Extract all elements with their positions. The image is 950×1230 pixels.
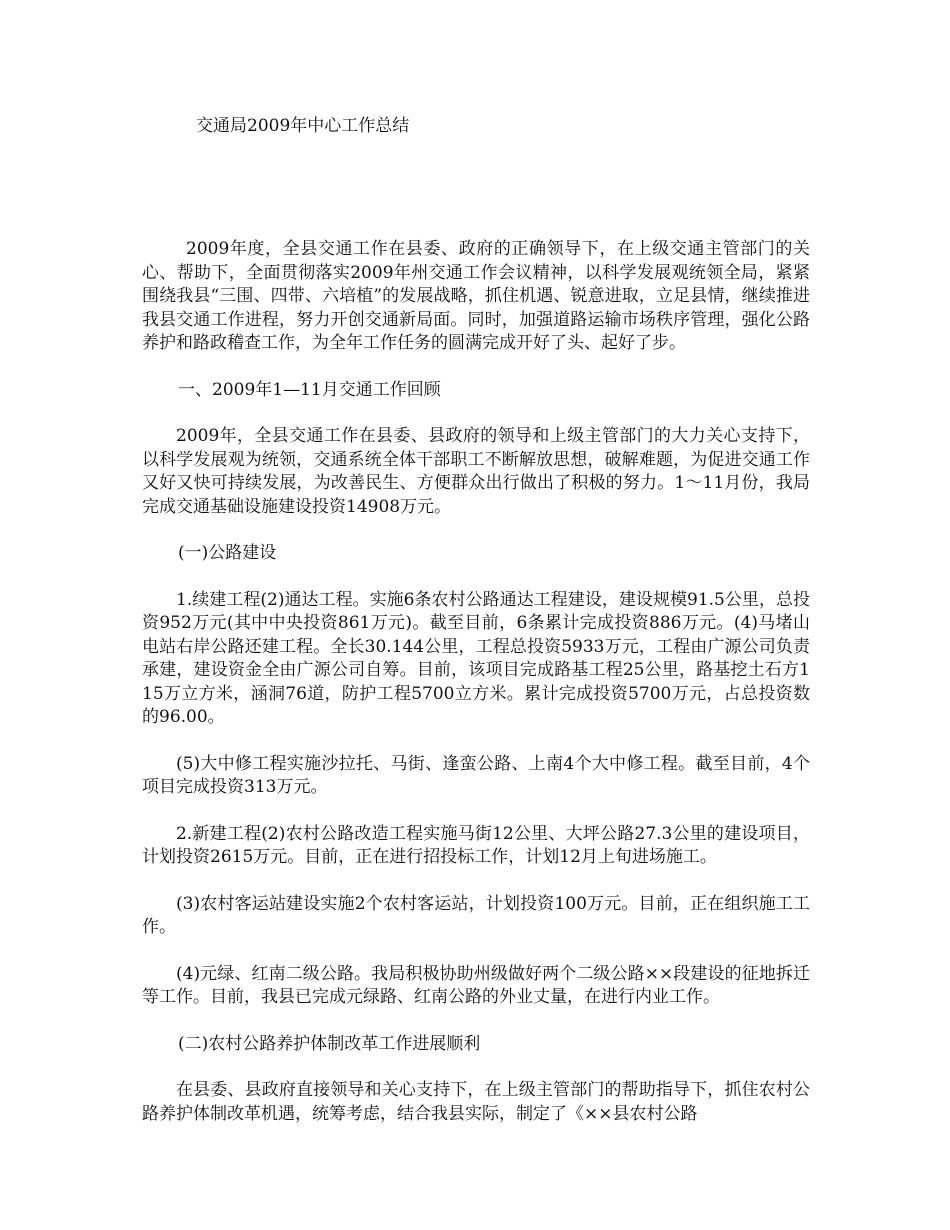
document-body [142,238,810,1149]
subsection-heading-road-construction: (一)公路建设 [178,543,277,563]
bus-station-paragraph: (3)农村客运站建设实施2个农村客运站，计划投资100万元。目前，正在组织施工工作。 [142,893,810,937]
document-title: 交通局2009年中心工作总结 [196,116,410,136]
maintenance-reform-paragraph: 在县委、县政府直接领导和关心支持下，在上级主管部门的帮助指导下，抓住农村公路养护体制改革机遇，统筹考虑，结合我县实际，制定了《××县农村公路 [142,1080,810,1124]
subsection-heading-maintenance-reform: (二)农村公路养护体制改革工作进展顺利 [178,1033,481,1054]
new-projects-paragraph: 2.新建工程(2)农村公路改造工程实施马街12公里、大坪公路27.3公里的建设项目，计划投资2615万元。目前，正在进行招投标工作，计划12月上旬进场施工。 [142,823,810,867]
secondary-road-paragraph: (4)元绿、红南二级公路。我局积极协助州级做好两个二级公路××段建设的征地拆迁等工作。目前，我县已完成元绿路、红南公路的外业丈量，在进行内业工作。 [142,963,810,1007]
major-repair-paragraph: (5)大中修工程实施沙拉托、马街、逢蛮公路、上南4个大中修工程。截至目前，4个项目完成投资313万元。 [142,753,810,797]
intro-paragraph: 2009年度，全县交通工作在县委、政府的正确领导下，在上级交通主管部门的关心、帮助下，全面贯彻落实2009年州交通工作会议精神，以科学发展观统领全局，紧紧围绕我县“三围、四带、六培植”的发展战略，抓住机遇、锐意进取，立足县情，继续推进我县交通工作进程，努力开创交通新局面。同时，加强道路运输市场秩序管理，强化公路养护和路政稽查工作，为全年工作任务的圆满完成开好了头、起好了步。 [142,239,810,353]
review-paragraph: 2009年，全县交通工作在县委、县政府的领导和上级主管部门的大力关心支持下，以科学发展观为统领，交通系统全体干部职工不断解放思想，破解难题，为促进交通工作又好又快可持续发展，为改善民生、方便群众出行做出了积极的努力。1～11月份，我局完成交通基础设施建设投资14908万元。 [142,426,810,517]
continued-projects-paragraph: 1.续建工程(2)通达工程。实施6条农村公路通达工程建设，建设规模91.5公里，总投资952万元(其中中央投资861万元)。截至目前，6条累计完成投资886万元。(4)马堵山电站右岸公路还建工程。全长30.144公里，工程总投资5933万元，工程由广源公司负责承建，建设资金全由广源公司自筹。目前，该项目完成路基工程25公里，路基挖土石方115万立方米，涵洞76道，防护工程5700立方米。累计完成投资5700万元，占总投资数的96.00。 [142,589,810,727]
section-heading-review: 一、2009年1—11月交通工作回顾 [178,379,441,400]
